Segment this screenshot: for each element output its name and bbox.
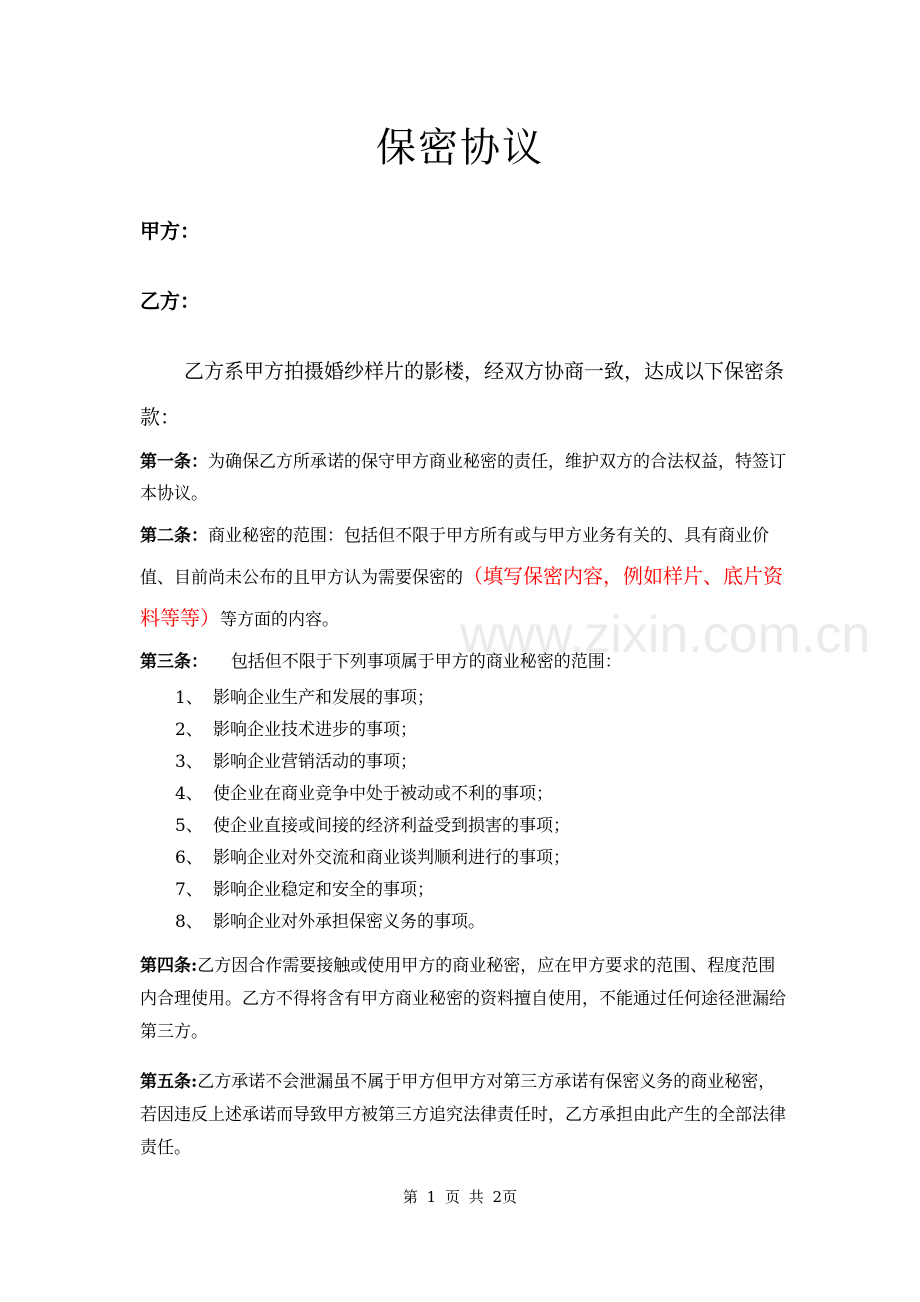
- article-3-list: [175, 682, 775, 938]
- article-3-text: 包括但不限于下列事项属于甲方的商业秘密的范围：: [230, 652, 622, 672]
- article-2-text: 商业秘密的范围：包括但不限于甲方所有或与甲方业务有关的、具有商业价值、目前尚未公布的且甲方认为需要保密的: [140, 526, 769, 588]
- document-title: 保密协议: [376, 125, 544, 171]
- article-4: [140, 950, 790, 1049]
- list-item: 8、 影响企业对外承担保密义务的事项。: [175, 912, 485, 932]
- article-5-text: 乙方承诺不会泄漏虽不属于甲方但甲方对第三方承诺有保密义务的商业秘密，若因违反上述承诺而导致甲方被第三方追究法律责任时，乙方承担由此产生的全部法律责任。: [140, 1072, 786, 1158]
- article-4-text: 乙方因合作需要接触或使用甲方的商业秘密，应在甲方要求的范围、程度范围内合理使用。乙方不得将含有甲方商业秘密的资料擅自使用，不能通过任何途径泄漏给第三方。: [140, 956, 786, 1042]
- article-2-text-end: 等方面的内容。: [220, 610, 339, 630]
- article-2-label: 第二条：: [140, 526, 208, 546]
- watermark: www.zixin.com.cn: [460, 606, 871, 664]
- list-item: 4、 使企业在商业竞争中处于被动或不利的事项；: [175, 784, 553, 804]
- list-item: 3、 影响企业营销活动的事项；: [175, 752, 417, 772]
- page-footer: 第 1 页 共 2页: [402, 1188, 518, 1206]
- article-4-label: 第四条:: [140, 956, 198, 976]
- article-3-label: 第三条：: [140, 652, 208, 672]
- list-item: 6、 影响企业对外交流和商业谈判顺利进行的事项；: [175, 848, 570, 868]
- article-1-text: 为确保乙方所承诺的保守甲方商业秘密的责任，维护双方的合法权益，特签订本协议。: [140, 452, 786, 504]
- article-1-label: 第一条：: [140, 452, 208, 472]
- list-item: 2、 影响企业技术进步的事项；: [175, 720, 417, 740]
- article-1: [140, 446, 790, 510]
- list-item: 7、 影响企业稳定和安全的事项；: [175, 880, 434, 900]
- party-b-label: 乙方：: [140, 289, 200, 313]
- article-5-label: 第五条:: [140, 1072, 198, 1092]
- article-5: [140, 1066, 790, 1165]
- party-a-label: 甲方：: [140, 219, 200, 243]
- article-2-highlight: （填写保密内容，例如样片、底片资料等等）: [140, 564, 783, 630]
- list-item: 1、 影响企业生产和发展的事项；: [175, 688, 434, 708]
- intro-paragraph: 乙方系甲方拍摄婚纱样片的影楼，经双方协商一致，达成以下保密条款：: [140, 359, 784, 429]
- list-item: 5、 使企业直接或间接的经济利益受到损害的事项；: [175, 816, 570, 836]
